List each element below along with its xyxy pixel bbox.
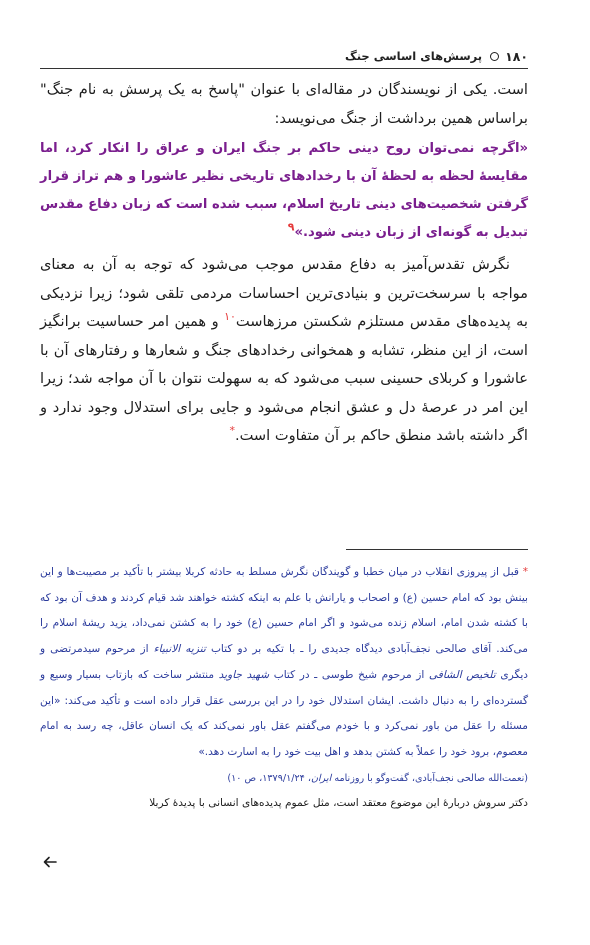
book-title-shahid: شهید جاوید	[218, 668, 270, 681]
page-number: ۱۸۰	[505, 48, 528, 64]
paragraph-footnote-ref: ۱۰	[224, 310, 236, 324]
running-header	[40, 44, 528, 69]
book-title-tanzih: تنزیه الانبیاء	[153, 643, 206, 656]
circle-separator-icon	[490, 52, 499, 61]
footnote-text-3: از مرحوم شیخ طوسی ـ در کتاب	[269, 668, 429, 681]
running-title: پرسش‌های اساسی جنگ	[344, 49, 483, 63]
source-text-a: (نعمت‌الله صالحی نجف‌آبادی، گفت‌وگو با روزنامه	[331, 772, 528, 784]
footnote-divider	[346, 549, 528, 550]
arrow-left-icon	[42, 854, 58, 870]
body-paragraph	[40, 251, 528, 451]
intro-paragraph: است. یکی از نویسندگان در مقاله‌ای با عنوان "پاسخ به یک پرسش به نام جنگ" براساس همین برداشت از جنگ می‌نویسد:	[40, 81, 528, 127]
source-newspaper: ایران	[310, 772, 332, 784]
footnote-continuation: دکتر سروش دربارهٔ این موضوع معتقد است، مثل عموم پدیده‌های انسانی با پدیدهٔ کربلا	[149, 797, 528, 810]
book-title-talkhis: تلخیص الشافی	[428, 668, 496, 681]
footnote-marker: *	[522, 566, 528, 578]
block-quote	[40, 135, 528, 247]
quote-footnote-ref: ۹	[287, 220, 295, 234]
footnote-text-4: منتشر ساخت که بازتاب بسیار وسیع و گسترده‌ای را به دنبال داشت. ایشان استدلال خود را در این بررسی عقل قرار داده است و تأکید می‌کند: «این مسئله را عقل من باور نمی‌کرد و با خودم می‌گفتم عقل باور نمی‌کند که یک انسان عاقل، چه رسد به امام معصوم، برود خود را عملاً به کشتن بدهد و اهل بیت خود را به اسارت دهد.»	[40, 668, 528, 758]
footnote-star-ref: *	[229, 424, 235, 438]
source-text-b: ، ۱۳۷۹/۱/۲۴، ص ۱۰)	[227, 772, 311, 784]
footnote-text-1: قبل از پیروزی انقلاب در میان خطبا و گویندگان نگرش مسلط به حادثه کربلا بیشتر با تأکید بر مصیبت‌ها و این بینش بود که امام حسین (ع) و اصحاب و یارانش با علم به اینکه کشته خواهند شد قیام کردند و هدف آن بود که با کشته شدن امام، اسلام زنده می‌شود و اگر امام حسین (ع) خود را به کشتن نمی‌داد، یزید ریشهٔ اسلام را می‌کند. آقای صالحی نجف‌آبادی دیدگاه جدیدی را ـ با تکیه بر دو کتاب	[40, 566, 528, 656]
main-text	[40, 76, 528, 451]
footnote-source	[40, 766, 528, 792]
paragraph-text-part2: و همین امر حساسیت برانگیز است، از این منظر، تشابه و همخوانی رخدادهای جنگ و شعارها و رفتارهای آن با عاشورا و کربلای حسینی سبب می‌شود که به سهولت نتوان با آن مواجه شد؛ زیرا این امر در عرصهٔ دل و عشق انجام می‌شود و جایی برای استدلال وجود ندارد و اگر داشته باشد منطق حاکم بر آن متفاوت است.	[40, 313, 528, 444]
footnote-text-2: از مرحوم سیدمرتضی و دیگری	[40, 643, 528, 681]
footnote-paragraph	[40, 560, 528, 766]
paragraph-text-part1: نگرش تقدس‌آمیز به دفاع مقدس موجب می‌شود که توجه به آن به معنای مواجه با سرسخت‌ترین و بنیادی‌ترین احساسات مردمی تلقی شود؛ زیرا نزدیکی به پدیده‌های مقدس مستلزم شکستن مرزهاست	[40, 256, 528, 330]
footnote-block	[40, 560, 528, 817]
quote-text: «اگرچه نمی‌توان روح دینی حاکم بر جنگ ایران و عراق را انکار کرد، اما مقایسهٔ لحظه به لحظهٔ آن با رخدادهای تاریخی نظیر عاشورا و هم تراز قرار گرفتن شخصیت‌های دینی تاریخ اسلام، سبب شده است که زبان دفاع مقدس تبدیل به گونه‌ای از زبان دینی شود.»	[40, 141, 528, 240]
